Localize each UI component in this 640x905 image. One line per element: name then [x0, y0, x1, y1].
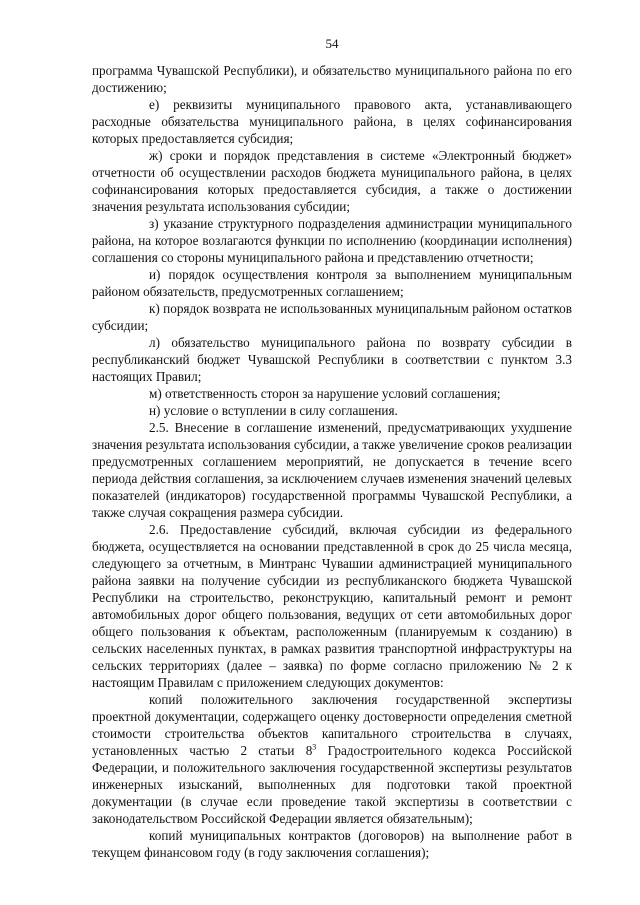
paragraph-l: л) обязательство муниципального района по возврату субсидии в республиканский бюджет Чувашской Республики в соответствии с пунктом 3.3 настоящих Правил;: [92, 335, 572, 384]
superscript-article-number: 3: [312, 742, 317, 752]
paragraph-z: з) указание структурного подразделения администрации муниципального района, на которое возлагаются функции по исполнению (координации исполнения) соглашения со стороны муниципального района и представлению отчетности;: [92, 216, 572, 265]
paragraph-copies-expertise: [92, 691, 572, 827]
paragraph-k: к) порядок возврата не использованных муниципальным районом остатков субсидии;: [92, 301, 572, 333]
paragraph-copies-expertise-part-1: копий положительного заключения государственной экспертизы проектной документации, содержащего оценку достоверности определения сметной стоимости строительства объектов капитального строительства в случаях, установленных частью 2 статьи 8: [92, 692, 572, 758]
paragraph-i: и) порядок осуществления контроля за выполнением муниципальным районом обязательств, предусмотренных соглашением;: [92, 267, 572, 299]
paragraph-copies-expertise-part-2: Градостроительного кодекса Российской Федерации, и положительного заключения государственной экспертизы результатов инженерных изысканий, выполненных для подготовки такой проектной документации (в случае если проведение такой экспертизы в соответствии с законодательством Российской Федерации является обязательным);: [92, 743, 572, 826]
paragraph-m: м) ответственность сторон за нарушение условий соглашения;: [149, 386, 501, 401]
paragraph-zh: ж) сроки и порядок представления в системе «Электронный бюджет» отчетности об осуществлении расходов бюджета муниципального района, в целях софинансирования которых предоставляется субсидия, а также о достижении значения результата использования субсидии;: [92, 148, 572, 214]
page-number: 54: [325, 36, 339, 51]
paragraph-2-5: 2.5. Внесение в соглашение изменений, предусматривающих ухудшение значения результата использования субсидии, а также увеличение сроков реализации предусмотренных соглашением мероприятий, не допускается в течение всего периода действия соглашения, за исключением случаев изменения значений целевых показателей (индикаторов) государственной программы Чувашской Республики, а также случая сокращения размера субсидии.: [92, 420, 572, 520]
paragraph-e: е) реквизиты муниципального правового акта, устанавливающего расходные обязательства муниципального района, в целях софинансирования которых предоставляется субсидия;: [92, 97, 572, 146]
paragraph-n: н) условие о вступлении в силу соглашения.: [149, 403, 398, 418]
paragraph-copies-contracts: копий муниципальных контрактов (договоров) на выполнение работ в текущем финансовом году (в году заключения соглашения);: [92, 828, 572, 860]
paragraph-2-6: 2.6. Предоставление субсидий, включая субсидии из федерального бюджета, осуществляется на основании представленной в срок до 25 числа месяца, следующего за отчетным, в Минтранс Чувашии администрацией муниципального района заявки на получение субсидии из республиканского бюджета Чувашской Республики на строительство, реконструкцию, капитальный ремонт и ремонт автомобильных дорог общего пользования, ведущих от сети автомобильных дорог общего пользования к объектам, расположенным (планируемым к созданию) в сельских населенных пунктах, в рамках развития транспортной инфраструктуры на сельских территориях (далее – заявка) по форме согласно приложению № 2 к настоящим Правилам с приложением следующих документов:: [92, 522, 572, 690]
document-body: [92, 62, 572, 861]
paragraph-1: программа Чувашской Республики), и обязательство муниципального района по его достижению;: [92, 63, 572, 95]
